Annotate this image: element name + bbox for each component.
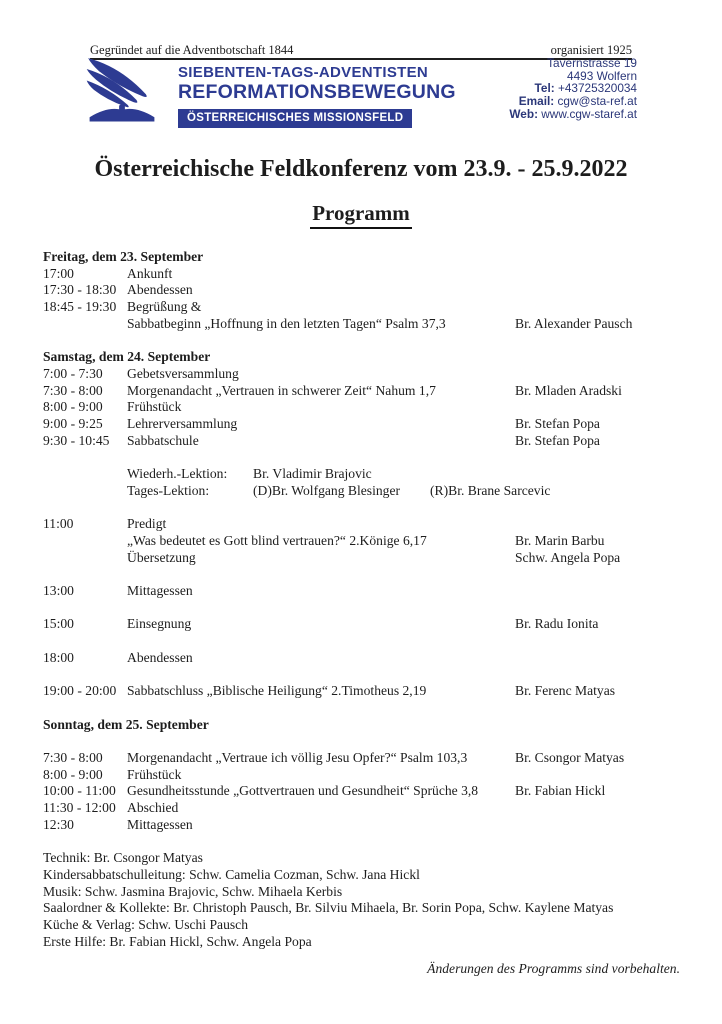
day-heading-sunday: [43, 717, 680, 734]
role-line: Technik: Br. Csongor Matyas: [43, 850, 203, 866]
page-title: Österreichische Feldkonferenz vom 23.9. - 25.9.2022: [94, 156, 628, 182]
lektion-row: [43, 466, 680, 483]
time-range: [43, 533, 127, 550]
speaker: [515, 650, 680, 667]
time-range: 11:30 - 12:00: [43, 800, 116, 816]
time-range: 17:00: [43, 265, 74, 281]
time-range: 18:45 - 19:30: [43, 299, 117, 315]
schedule-row: [43, 299, 680, 316]
speaker: Br. Alexander Pausch: [515, 315, 633, 331]
contact-street: Tavernstrasse 19: [547, 56, 637, 70]
organised-note: organisiert 1925: [550, 43, 632, 57]
role-line: Erste Hilfe: Br. Fabian Hickl, Schw. Angela Popa: [43, 933, 312, 949]
day-heading-label: Sonntag, dem 25. September: [43, 716, 209, 732]
time-range: [43, 466, 127, 483]
founded-note: Gegründet auf die Adventbotschaft 1844: [90, 43, 294, 57]
schedule-row: [43, 800, 680, 817]
speaker: Br. Mladen Aradski: [515, 382, 622, 398]
time-range: [43, 550, 127, 567]
schedule-row: [43, 383, 680, 400]
tel-value: +43725320034: [557, 81, 637, 96]
wing-and-book-logo: [86, 58, 158, 126]
lektion-row: [43, 483, 680, 500]
speaker: Br. Ferenc Matyas: [515, 683, 616, 699]
subtitle-wrap: [0, 201, 722, 229]
activity: Gesundheitsstunde „Gottvertrauen und Gesundheit“ Sprüche 3,8: [127, 783, 479, 799]
contact-web: [509, 108, 637, 121]
time-range: 7:00 - 7:30: [43, 365, 103, 381]
schedule-row: [43, 616, 680, 633]
time-range: 7:30 - 8:00: [43, 382, 103, 398]
speaker: Br. Stefan Popa: [515, 432, 600, 448]
tel-label: Tel:: [534, 81, 555, 96]
time-range: 8:00 - 9:00: [43, 766, 103, 782]
activity: Übersetzung: [127, 549, 196, 565]
time-range: [43, 316, 127, 333]
time-range: 9:00 - 9:25: [43, 416, 103, 432]
time-range: 18:00: [43, 649, 74, 665]
schedule-row: [43, 650, 680, 667]
activity: Lehrerversammlung: [127, 416, 238, 432]
schedule-row: [43, 550, 680, 567]
lektion-label: Wiederh.-Lektion:: [127, 466, 228, 482]
lektion-label: Tages-Lektion:: [127, 482, 210, 498]
schedule-row: [43, 316, 680, 333]
schedule-row: [43, 767, 680, 784]
activity: Ankunft: [127, 265, 173, 281]
role-line: Musik: Schw. Jasmina Brajovic, Schw. Mihaela Kerbis: [43, 883, 343, 899]
lektion-value: Br. Vladimir Brajovic: [253, 466, 372, 482]
schedule-row: [43, 817, 680, 834]
speaker: [515, 282, 680, 299]
activity: Mittagessen: [127, 583, 193, 598]
activity: Begrüßung &: [127, 299, 202, 315]
organisation-name-block: [178, 64, 456, 128]
activity: Morgenandacht „Vertraue ich völlig Jesu Opfer?“ Psalm 103,3: [127, 749, 468, 765]
program-subtitle: Programm: [310, 201, 412, 229]
activity: Einsegnung: [127, 616, 192, 632]
schedule-row: [43, 366, 680, 383]
schedule-row: [43, 783, 680, 800]
time-range: 9:30 - 10:45: [43, 432, 110, 448]
speaker: [515, 767, 680, 784]
changes-reserved-note: Änderungen des Programms sind vorbehalten.: [427, 961, 680, 977]
schedule-row: [43, 516, 680, 533]
time-range: 13:00: [43, 583, 74, 598]
schedule-row: [43, 433, 680, 450]
speaker: [515, 299, 680, 316]
speaker: [515, 817, 680, 834]
web-value: www.cgw-staref.at: [541, 106, 637, 121]
organisation-name-line2: REFORMATIONSBEWEGUNG: [178, 81, 456, 103]
time-range: 11:00: [43, 516, 74, 532]
activity: Sabbatbeginn „Hoffnung in den letzten Tagen“ Psalm 37,3: [127, 315, 446, 331]
activity: Morgenandacht „Vertrauen in schwerer Zeit“ Nahum 1,7: [127, 382, 436, 398]
speaker: [515, 366, 680, 383]
role-line: Küche & Verlag: Schw. Uschi Pausch: [43, 916, 249, 932]
lektion-value-r: (R)Br. Brane Sarcevic: [430, 482, 551, 498]
mission-field-badge: ÖSTERREICHISCHES MISSIONSFELD: [178, 109, 412, 128]
organisation-name-line1: SIEBENTEN-TAGS-ADVENTISTEN: [178, 64, 429, 81]
schedule-row: [43, 583, 680, 600]
speaker: Br. Stefan Popa: [515, 416, 600, 432]
activity: Mittagessen: [127, 816, 193, 832]
contact-city: 4493 Wolfern: [567, 68, 637, 83]
speaker: Br. Fabian Hickl: [515, 783, 606, 799]
schedule: [43, 249, 680, 978]
time-range: [43, 483, 127, 500]
activity: Sabbatschule: [127, 432, 199, 448]
speaker: Br. Marin Barbu: [515, 532, 605, 548]
email-label: Email:: [518, 94, 555, 109]
role-line: Saalordner & Kollekte: Br. Christoph Pausch, Br. Silviu Mihaela, Br. Sorin Popa, Schw. Kaylene Matyas: [43, 900, 614, 916]
activity: Frühstück: [127, 399, 182, 415]
speaker: Br. Radu Ionita: [515, 616, 599, 632]
contact-block: [509, 57, 637, 121]
activity: Frühstück: [127, 766, 182, 782]
time-range: 15:00: [43, 616, 74, 632]
schedule-row: [43, 750, 680, 767]
time-range: 19:00 - 20:00: [43, 683, 117, 699]
role-line: Kindersabbatschulleitung: Schw. Camelia Cozman, Schw. Jana Hickl: [43, 866, 420, 882]
lektion-value-d: (D)Br. Wolfgang Blesinger: [253, 482, 401, 498]
schedule-row: [43, 533, 680, 550]
schedule-row: [43, 416, 680, 433]
time-range: 12:30: [43, 816, 74, 832]
speaker: Br. Csongor Matyas: [515, 749, 625, 765]
time-range: 17:30 - 18:30: [43, 282, 117, 298]
activity: Abendessen: [127, 649, 193, 665]
time-range: 10:00 - 11:00: [43, 783, 116, 799]
speaker: Schw. Angela Popa: [515, 549, 621, 565]
day-heading-friday: [43, 249, 680, 266]
activity: „Was bedeutet es Gott blind vertrauen?“ 2.Könige 6,17: [127, 532, 427, 548]
day-heading-label: Freitag, dem 23. September: [43, 249, 204, 264]
activity: Predigt: [127, 516, 167, 532]
speaker: [515, 516, 680, 533]
activity: Gebetsversammlung: [127, 365, 239, 381]
speaker: [515, 583, 680, 600]
schedule-row: [43, 399, 680, 416]
day-heading-label: Samstag, dem 24. September: [43, 349, 211, 365]
schedule-row: [43, 683, 680, 700]
day-heading-saturday: [43, 349, 680, 366]
activity: Abendessen: [127, 282, 193, 298]
speaker: [515, 800, 680, 817]
speaker: [515, 399, 680, 416]
activity: Abschied: [127, 800, 179, 816]
schedule-row: [43, 282, 680, 299]
activity: Sabbatschluss „Biblische Heiligung“ 2.Timotheus 2,19: [127, 683, 427, 699]
email-value: cgw@sta-ref.at: [557, 94, 637, 109]
time-range: 7:30 - 8:00: [43, 749, 103, 765]
speaker: [515, 266, 680, 283]
web-label: Web:: [509, 106, 538, 121]
schedule-row: [43, 266, 680, 283]
time-range: 8:00 - 9:00: [43, 399, 103, 415]
